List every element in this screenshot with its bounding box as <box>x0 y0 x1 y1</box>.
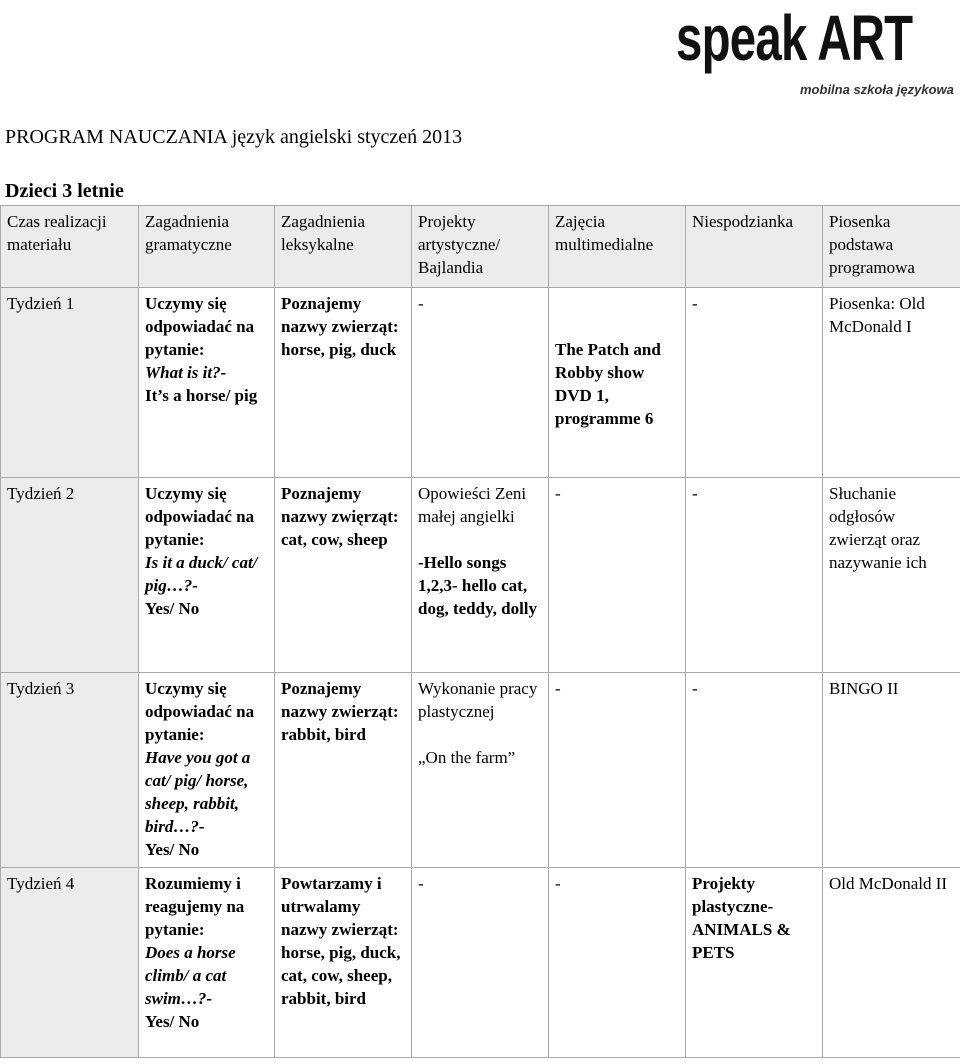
logo-tagline: mobilna szkoła językowa <box>800 82 954 97</box>
surprise-cell <box>686 478 823 673</box>
cell-text: - <box>418 294 424 313</box>
multimedia-cell <box>549 478 686 673</box>
cell-text <box>555 292 679 315</box>
lexis-cell <box>275 478 412 673</box>
week-cell: Tydzień 4 <box>1 868 139 1058</box>
cell-text: What is it?- <box>145 363 227 382</box>
table-header-row <box>1 206 960 288</box>
cell-text: Poznajemy nazwy zwięrząt: <box>281 484 399 526</box>
cell-text: Uczymy się odpowiadać na pytanie: <box>145 484 255 549</box>
cell-text: Piosenka: Old McDonald I <box>829 294 925 336</box>
grammar-cell <box>139 288 275 478</box>
cell-text: - <box>692 484 698 503</box>
grammar-cell <box>139 478 275 673</box>
table-row <box>1 868 960 1058</box>
art-cell <box>412 288 549 478</box>
cell-text: Poznajemy nazwy zwierząt: <box>281 294 399 336</box>
table-row <box>1 288 960 478</box>
cell-text: BINGO II <box>829 679 899 698</box>
cell-text: - <box>555 679 561 698</box>
speakart-logo <box>676 2 954 98</box>
header-lexis: Zagadnienia leksykalne <box>275 206 412 288</box>
art-cell <box>412 478 549 673</box>
cell-text: Old McDonald II <box>829 874 948 893</box>
curriculum-table <box>0 205 960 1058</box>
document-subtitle: Dzieci 3 letnie <box>5 180 124 202</box>
header-multimedia: Zajęcia multimedialne <box>549 206 686 288</box>
cell-text: Yes/ No <box>145 840 200 859</box>
cell-text: Powtarzamy i utrwalamy nazwy zwierząt: <box>281 874 399 939</box>
lexis-cell <box>275 288 412 478</box>
cell-text: Yes/ No <box>145 1012 200 1031</box>
cell-text: - <box>692 679 698 698</box>
grammar-cell <box>139 868 275 1058</box>
cell-text: cat, cow, sheep <box>281 530 388 549</box>
cell-text <box>555 315 679 338</box>
lexis-cell <box>275 868 412 1058</box>
cell-text <box>418 528 542 551</box>
art-cell <box>412 868 549 1058</box>
multimedia-cell <box>549 673 686 868</box>
cell-text: „On the farm” <box>418 748 516 767</box>
art-cell <box>412 673 549 868</box>
song-cell <box>823 288 960 478</box>
header-time: Czas realizacji materiału <box>1 206 139 288</box>
lexis-cell <box>275 673 412 868</box>
header-song: Piosenka podstawa programowa <box>823 206 960 288</box>
surprise-cell <box>686 288 823 478</box>
table-row <box>1 673 960 868</box>
table-row <box>1 478 960 673</box>
cell-text: rabbit, bird <box>281 725 367 744</box>
surprise-cell <box>686 868 823 1058</box>
cell-text: - <box>555 484 561 503</box>
week-cell: Tydzień 3 <box>1 673 139 868</box>
header-grammar: Zagadnienia gramatyczne <box>139 206 275 288</box>
document-title: PROGRAM NAUCZANIA język angielski styczeń 2013 <box>5 126 463 148</box>
cell-text: - <box>555 874 561 893</box>
header-art-projects: Projekty artystyczne/ Bajlandia <box>412 206 549 288</box>
cell-text: It’s a horse/ pig <box>145 386 258 405</box>
header-surprise: Niespodzianka <box>686 206 823 288</box>
cell-text: Have you got a cat/ pig/ horse, sheep, rabbit, bird…?- <box>145 748 251 836</box>
cell-text: Uczymy się odpowiadać na pytanie: <box>145 679 255 744</box>
week-cell: Tydzień 2 <box>1 478 139 673</box>
surprise-cell <box>686 673 823 868</box>
cell-text: - <box>692 294 698 313</box>
cell-text: Does a horse climb/ a cat swim…?- <box>145 943 236 1008</box>
cell-text: -Hello songs 1,2,3- hello cat, dog, teddy, dolly <box>418 553 538 618</box>
cell-text: Is it a duck/ cat/ pig…?- <box>145 553 258 595</box>
cell-text: Uczymy się odpowiadać na pytanie: <box>145 294 255 359</box>
cell-text: Wykonanie pracy plastycznej <box>418 679 538 721</box>
week-cell: Tydzień 1 <box>1 288 139 478</box>
cell-text <box>418 723 542 746</box>
song-cell <box>823 478 960 673</box>
logo-wordmark: speak ART <box>676 2 913 74</box>
cell-text: horse, pig, duck <box>281 340 397 359</box>
cell-text: - <box>418 874 424 893</box>
cell-text: Yes/ No <box>145 599 200 618</box>
cell-text: Projekty plastyczne- ANIMALS & PETS <box>692 874 791 962</box>
grammar-cell <box>139 673 275 868</box>
song-cell <box>823 868 960 1058</box>
cell-text: Opowieści Zeni małej angielki <box>418 484 527 526</box>
cell-text: Poznajemy nazwy zwierząt: <box>281 679 399 721</box>
song-cell <box>823 673 960 868</box>
cell-text: horse, pig, duck, cat, cow, sheep, rabbit, bird <box>281 943 401 1008</box>
multimedia-cell <box>549 288 686 478</box>
cell-text: Rozumiemy i reagujemy na pytanie: <box>145 874 245 939</box>
cell-text: The Patch and Robby show DVD 1, programme 6 <box>555 340 661 428</box>
multimedia-cell <box>549 868 686 1058</box>
cell-text: Słuchanie odgłosów zwierząt oraz nazywanie ich <box>829 484 927 572</box>
